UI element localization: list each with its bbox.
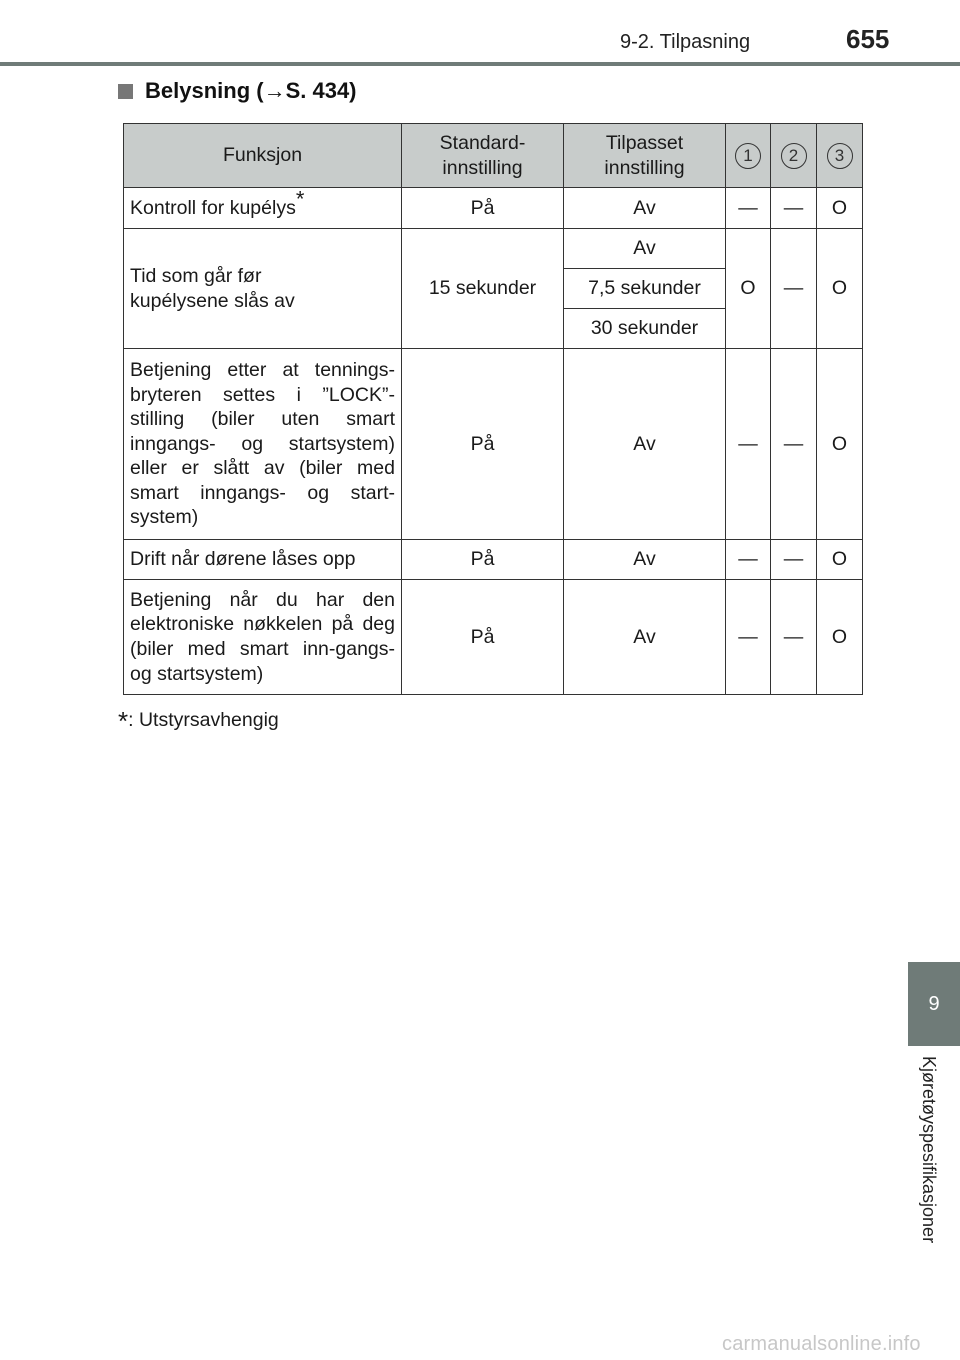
circled-1-icon: 1 [735,143,761,169]
header-section-title: 9-2. Tilpasning [620,31,751,53]
cell-method-3: O [817,188,863,229]
cell-default: På [402,540,564,580]
circled-2-icon: 2 [781,143,807,169]
cell-function: Betjening etter at tennings-bryteren settes i ”LOCK”-stilling (biler uten smart inngangs- og startsystem) eller er slått av (biler med smart inngangs- og start-system) [124,349,402,540]
cell-method-3: O [817,229,863,349]
footnote-star-icon: * [295,186,305,211]
cell-method-2: — [771,349,817,540]
section-title-ref: S. 434) [285,78,357,103]
cell-method-2: — [771,188,817,229]
cell-custom-option: 7,5 sekunder [564,269,726,309]
cell-method-1: O [726,229,771,349]
table-row [124,188,863,229]
cell-method-2: — [771,540,817,580]
cell-default: 15 sekunder [402,229,564,349]
cell-default: På [402,349,564,540]
cell-default: På [402,580,564,695]
cell-custom-option: 30 sekunder [564,309,726,349]
column-header-method-2 [771,124,817,188]
square-bullet-icon [118,84,133,99]
cell-method-2: — [771,580,817,695]
column-header-custom: Tilpasset innstilling [564,124,726,188]
cell-method-1: — [726,580,771,695]
chapter-label: Kjøretøyspesifikasjoner [919,1056,939,1244]
table-row [124,580,863,695]
footnote-star-icon: * [118,706,129,736]
cell-method-3: O [817,540,863,580]
table-row [124,229,863,269]
page-number: 655 [846,24,890,54]
table-row [124,349,863,540]
section-title-prefix: Belysning ( [145,78,264,103]
cell-function: Betjening når du har den elektroniske nøkkelen på deg (biler med smart inn-gangs- og startsystem) [124,580,402,695]
cell-method-1: — [726,188,771,229]
watermark: carmanualsonline.info [722,1333,921,1355]
cell-method-2: — [771,229,817,349]
cell-custom: Av [564,540,726,580]
header-divider [0,62,960,66]
section-title [118,78,357,104]
column-header-method-1 [726,124,771,188]
settings-table [123,123,863,695]
cell-function: Kontroll for kupélys* [124,188,402,229]
chapter-tab: 9 [908,962,960,1046]
cell-default: På [402,188,564,229]
cell-custom: Av [564,349,726,540]
cell-function: Tid som går før kupélysene slås av [124,229,402,349]
cell-custom-option: Av [564,229,726,269]
cell-method-3: O [817,349,863,540]
table-row [124,540,863,580]
cell-custom: Av [564,580,726,695]
cell-method-3: O [817,580,863,695]
column-header-method-3 [817,124,863,188]
footnote [118,706,279,737]
circled-3-icon: 3 [827,143,853,169]
table-header-row [124,124,863,188]
column-header-default: Standard- innstilling [402,124,564,188]
cell-function: Drift når dørene låses opp [124,540,402,580]
cell-method-1: — [726,540,771,580]
right-arrow-icon: → [263,78,286,103]
column-header-function: Funksjon [124,124,402,188]
cell-method-1: — [726,349,771,540]
cell-custom: Av [564,188,726,229]
footnote-text: : Utstyrsavhengig [128,709,279,731]
